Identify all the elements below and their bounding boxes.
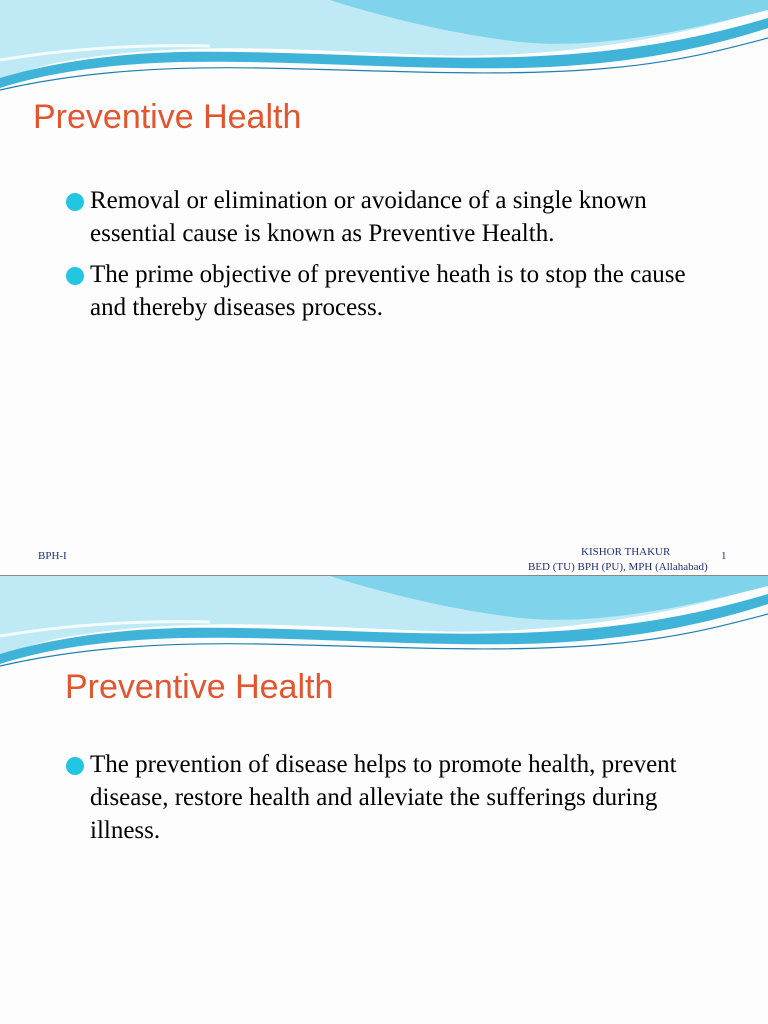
slide-title: Preventive Health <box>65 668 334 706</box>
slide-2 <box>0 576 768 1024</box>
slide-title: Preventive Health <box>33 98 302 136</box>
list-item <box>66 184 706 250</box>
list-item <box>66 258 706 324</box>
circle-bullet-icon <box>66 267 84 285</box>
bullet-text: Removal or elimination or avoidance of a single known essential cause is known as Preventive Health. <box>90 187 647 247</box>
header-wave-decoration <box>0 0 768 110</box>
circle-bullet-icon <box>66 193 84 211</box>
bullet-list <box>66 184 706 332</box>
footer-author: KISHOR THAKUR <box>581 546 671 558</box>
list-item <box>66 748 716 847</box>
bullet-text: The prevention of disease helps to promote health, prevent disease, restore health and alleviate the sufferings during illness. <box>90 751 677 844</box>
footer-page-number: 1 <box>721 550 727 562</box>
bullet-text: The prime objective of preventive heath is to stop the cause and thereby diseases process. <box>90 261 686 321</box>
footer-course: BPH-I <box>38 550 67 562</box>
circle-bullet-icon <box>66 757 84 775</box>
footer-credentials: BED (TU) BPH (PU), MPH (Allahabad) <box>528 561 708 573</box>
bullet-list <box>66 748 716 855</box>
